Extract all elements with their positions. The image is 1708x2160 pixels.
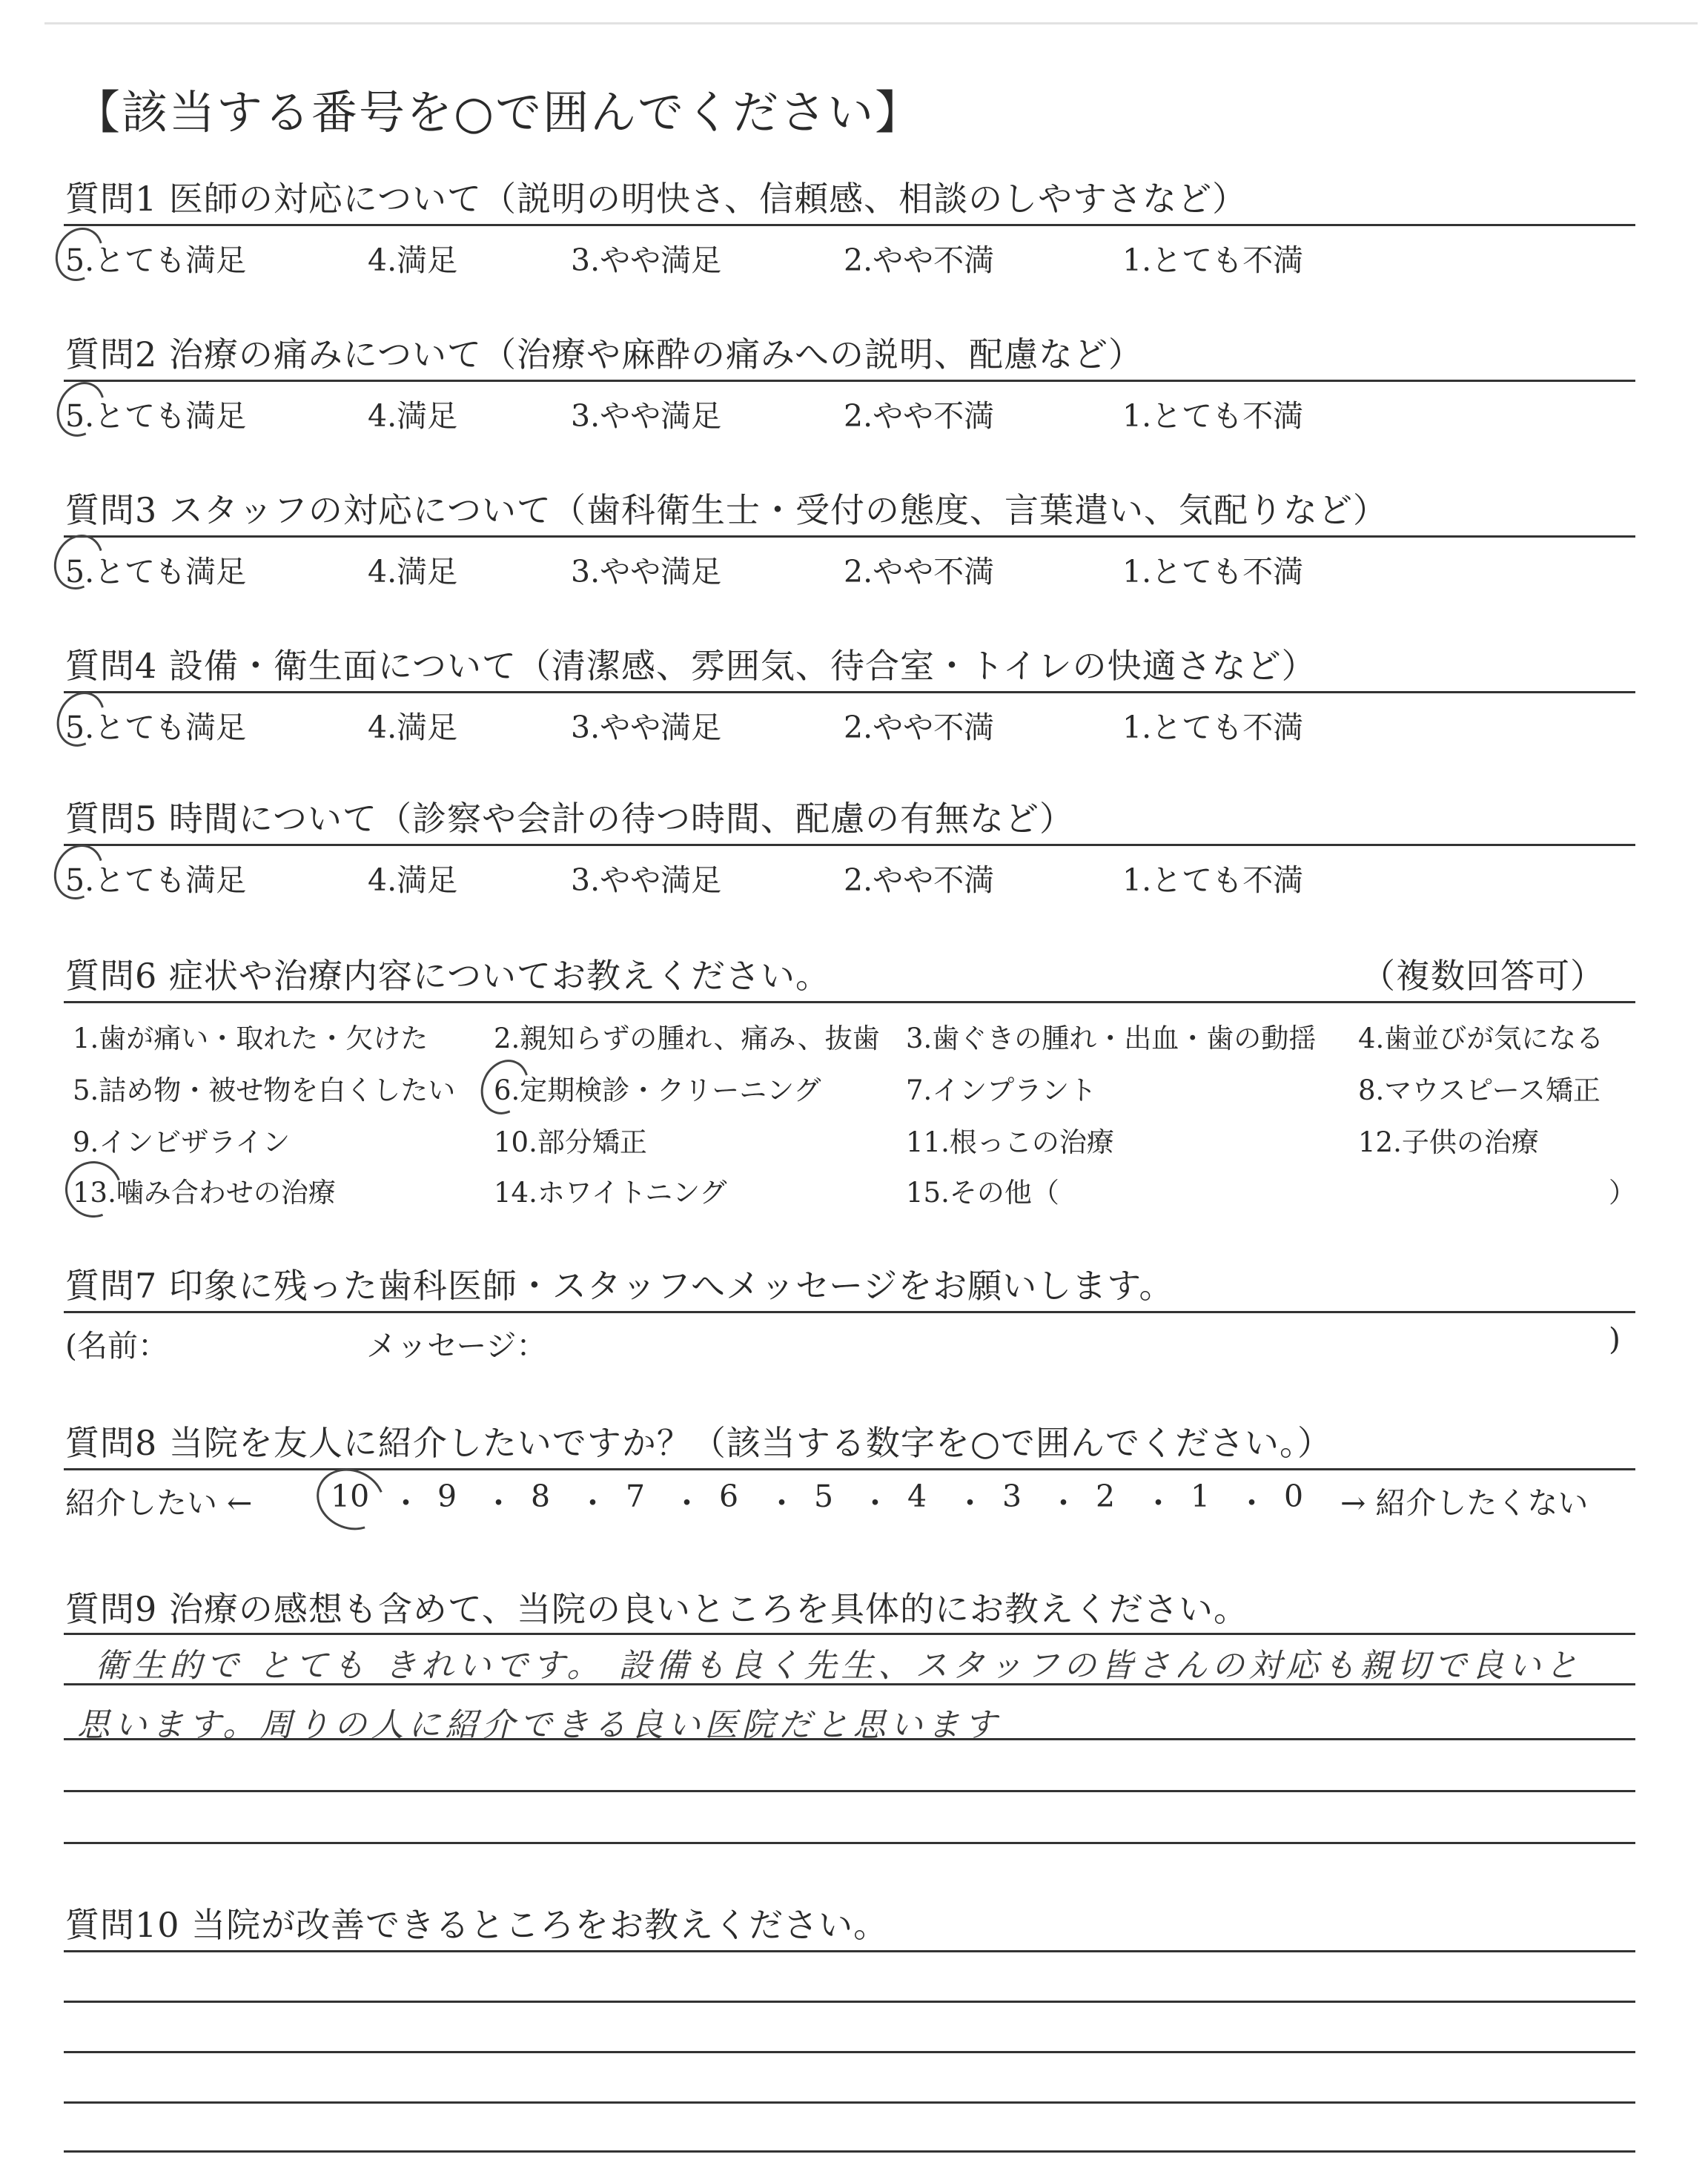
question-4-rule: [64, 691, 1635, 693]
question-10-rule-3: [64, 2051, 1635, 2053]
question-6-rule: [64, 1001, 1635, 1003]
q6-option-15-close: ）: [1609, 1177, 1636, 1209]
question-9-title: 質問9 治療の感想も含めて、当院の良いところを具体的にお教えください。: [65, 1589, 1248, 1629]
q8-scale-separator: ・: [767, 1485, 797, 1521]
question-2-title: 質問2 治療の痛みについて（治療や麻酔の痛みへの説明、配慮など）: [65, 334, 1144, 374]
q1-option-1[interactable]: 1.とても不満: [1122, 242, 1304, 278]
q8-scale-7[interactable]: 7: [626, 1479, 646, 1514]
q8-scale-3[interactable]: 3: [1002, 1479, 1022, 1514]
q8-scale-separator: ・: [483, 1485, 514, 1521]
question-9-rule-2: [64, 1683, 1635, 1685]
q8-scale-separator: ・: [1143, 1485, 1174, 1521]
question-9-rule-5: [64, 1842, 1635, 1844]
q8-scale-9[interactable]: 9: [437, 1479, 457, 1514]
q5-option-4[interactable]: 4.満足: [368, 862, 458, 898]
q8-scale-separator: ・: [1048, 1485, 1079, 1521]
q6-option-9[interactable]: 9.インビザライン: [73, 1126, 291, 1158]
q5-option-5[interactable]: 5.とても満足: [65, 862, 247, 898]
q6-option-15[interactable]: 15.その他（: [906, 1177, 1059, 1209]
question-2-rule: [64, 380, 1635, 382]
q6-option-11[interactable]: 11.根っこの治療: [906, 1126, 1114, 1158]
q8-scale-separator: ・: [391, 1485, 421, 1521]
q6-option-5[interactable]: 5.詰め物・被せ物を白くしたい: [73, 1074, 456, 1106]
q6-option-10[interactable]: 10.部分矯正: [494, 1126, 647, 1158]
q6-option-1[interactable]: 1.歯が痛い・取れた・欠けた: [73, 1023, 428, 1054]
q8-scale-2[interactable]: 2: [1096, 1479, 1116, 1514]
q7-name-label: (名前：: [65, 1328, 168, 1364]
q8-scale-8[interactable]: 8: [531, 1479, 551, 1514]
q6-option-3[interactable]: 3.歯ぐきの腫れ・出血・歯の動揺: [906, 1023, 1317, 1054]
question-9-rule-3: [64, 1738, 1635, 1740]
q6-option-4[interactable]: 4.歯並びが気になる: [1358, 1023, 1604, 1054]
q4-option-4[interactable]: 4.満足: [368, 710, 458, 745]
q1-option-2[interactable]: 2.やや不満: [844, 242, 995, 278]
question-8-rule: [64, 1468, 1635, 1470]
q2-option-1[interactable]: 1.とても不満: [1122, 398, 1304, 434]
question-10-title: 質問10 当院が改善できるところをお教えください。: [65, 1905, 889, 1945]
q8-scale-5[interactable]: 5: [814, 1479, 834, 1514]
q4-option-5[interactable]: 5.とても満足: [65, 710, 247, 745]
q5-option-1[interactable]: 1.とても不満: [1122, 862, 1304, 898]
q2-option-3[interactable]: 3.やや満足: [571, 398, 722, 434]
q9-answer-line-2[interactable]: 思います。周りの人に紹介できる良い医院だと思います: [77, 1706, 1002, 1744]
question-6-title: 質問6 症状や治療内容についてお教えください。: [65, 956, 830, 996]
q8-scale-separator: ・: [955, 1485, 985, 1521]
question-7-title: 質問7 印象に残った歯科医師・スタッフへメッセージをお願いします。: [65, 1266, 1174, 1306]
q3-option-5[interactable]: 5.とても満足: [65, 554, 247, 589]
q9-answer-line-1[interactable]: 衛生的で とても きれいです。 設備も良く先生、スタッフの皆さんの対応も親切で良いと: [95, 1647, 1583, 1685]
q8-left-label: 紹介したい ←: [65, 1485, 253, 1521]
q8-scale-separator: ・: [577, 1485, 608, 1521]
question-3-rule: [64, 535, 1635, 538]
q2-option-2[interactable]: 2.やや不満: [844, 398, 995, 434]
question-6-note: （複数回答可）: [1361, 956, 1605, 996]
question-10-rule-2: [64, 2001, 1635, 2003]
q8-scale-0[interactable]: 0: [1284, 1479, 1304, 1514]
question-1-title: 質問1 医師の対応について（説明の明快さ、信頼感、相談のしやすさなど）: [65, 179, 1248, 219]
question-1-rule: [64, 224, 1635, 226]
question-3-title: 質問3 スタッフの対応について（歯科衛生士・受付の態度、言葉遣い、気配りなど）: [65, 490, 1388, 530]
q2-option-4[interactable]: 4.満足: [368, 398, 458, 434]
q8-scale-separator: ・: [860, 1485, 890, 1521]
q7-message-label: メッセージ：: [366, 1328, 547, 1364]
q6-option-13[interactable]: 13.噛み合わせの治療: [73, 1177, 336, 1209]
q3-option-2[interactable]: 2.やや不満: [844, 554, 995, 589]
q4-option-1[interactable]: 1.とても不満: [1122, 710, 1304, 745]
q4-option-3[interactable]: 3.やや満足: [571, 710, 722, 745]
q8-scale-separator: ・: [1237, 1485, 1267, 1521]
q6-option-6[interactable]: 6.定期検診・クリーニング: [494, 1074, 821, 1106]
q6-option-14[interactable]: 14.ホワイトニング: [494, 1177, 727, 1209]
q6-selection-circle-13: [56, 1152, 131, 1227]
question-5-title: 質問5 時間について（診察や会計の待つ時間、配慮の有無など）: [65, 799, 1074, 839]
question-8-title: 質問8 当院を友人に紹介したいですか？（該当する数字を○で囲んでください。）: [65, 1423, 1333, 1463]
q1-option-5[interactable]: 5.とても満足: [65, 242, 247, 278]
q6-option-2[interactable]: 2.親知らずの腫れ、痛み、抜歯: [494, 1023, 880, 1054]
page-top-border: [44, 22, 1698, 24]
q3-option-1[interactable]: 1.とても不満: [1122, 554, 1304, 589]
q8-right-label: → 紹介したくない: [1340, 1485, 1589, 1521]
q6-option-7[interactable]: 7.インプラント: [906, 1074, 1097, 1106]
q8-scale-separator: ・: [672, 1485, 702, 1521]
question-5-rule: [64, 844, 1635, 846]
q1-option-4[interactable]: 4.満足: [368, 242, 458, 278]
q4-option-2[interactable]: 2.やや不満: [844, 710, 995, 745]
q8-scale-6[interactable]: 6: [719, 1479, 739, 1514]
q2-option-5[interactable]: 5.とても満足: [65, 398, 247, 434]
q1-option-3[interactable]: 3.やや満足: [571, 242, 722, 278]
q3-option-4[interactable]: 4.満足: [368, 554, 458, 589]
q3-option-3[interactable]: 3.やや満足: [571, 554, 722, 589]
q8-scale-4[interactable]: 4: [907, 1479, 927, 1514]
q6-selection-circle-6: [472, 1051, 537, 1122]
question-7-rule: [64, 1311, 1635, 1313]
question-4-title: 質問4 設備・衛生面について（清潔感、雰囲気、待合室・トイレの快適さなど）: [65, 646, 1317, 686]
q6-option-12[interactable]: 12.子供の治療: [1358, 1126, 1539, 1158]
question-10-rule-1: [64, 1950, 1635, 1952]
page-title: 【該当する番号を○で囲んでください】: [74, 85, 923, 139]
q5-option-2[interactable]: 2.やや不満: [844, 862, 995, 898]
q7-close-paren: ): [1609, 1321, 1621, 1357]
q5-option-3[interactable]: 3.やや満足: [571, 862, 722, 898]
q8-scale-10[interactable]: 10: [331, 1479, 370, 1514]
question-9-rule-1: [64, 1633, 1635, 1635]
q6-option-8[interactable]: 8.マウスピース矯正: [1358, 1074, 1601, 1106]
question-10-rule-4: [64, 2101, 1635, 2104]
question-9-rule-4: [64, 1790, 1635, 1792]
question-10-rule-5: [64, 2150, 1635, 2153]
q8-scale-1[interactable]: 1: [1191, 1479, 1211, 1514]
